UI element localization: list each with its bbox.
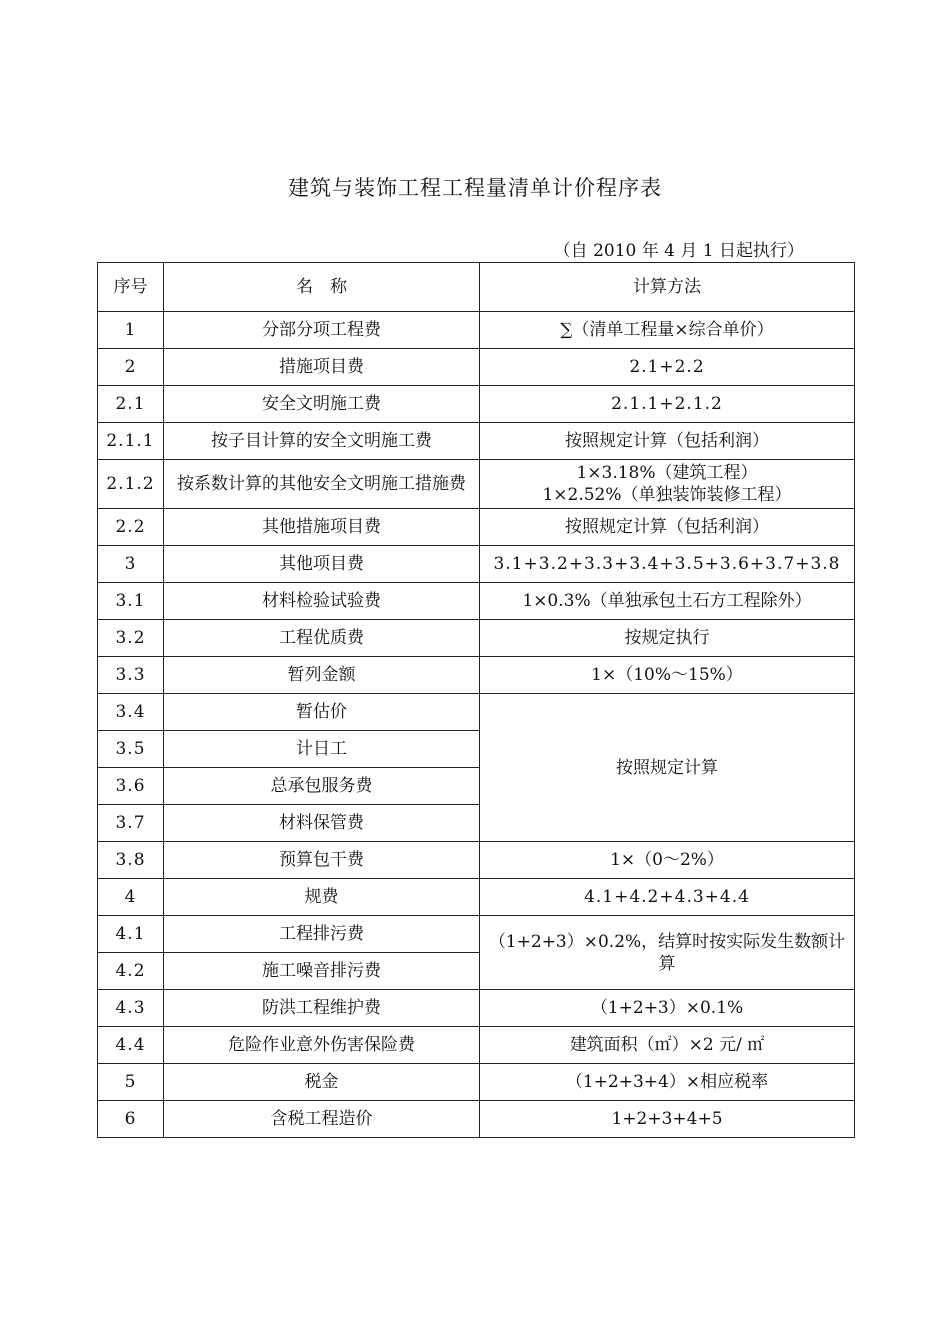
row-no: 4: [98, 879, 164, 916]
row-name: 暂估价: [164, 694, 480, 731]
table-row: [98, 1101, 855, 1138]
row-no: 3.2: [98, 620, 164, 657]
row-name: 工程排污费: [164, 916, 480, 953]
row-name: 措施项目费: [164, 349, 480, 386]
row-name: 防洪工程维护费: [164, 990, 480, 1027]
row-method: [480, 460, 855, 509]
table-row: [98, 460, 855, 509]
table-row: [98, 694, 855, 731]
row-name: 安全文明施工费: [164, 386, 480, 423]
row-name: 工程优质费: [164, 620, 480, 657]
row-name: 总承包服务费: [164, 768, 480, 805]
row-method: ∑（清单工程量×综合单价）: [480, 312, 855, 349]
row-method: 3.1+3.2+3.3+3.4+3.5+3.6+3.7+3.8: [480, 546, 855, 583]
row-method: 按照规定计算: [480, 694, 855, 842]
table-row: [98, 386, 855, 423]
row-method: 2.1+2.2: [480, 349, 855, 386]
effective-date-note: （自 2010 年 4 月 1 日起执行）: [553, 241, 804, 261]
row-name: 危险作业意外伤害保险费: [164, 1027, 480, 1064]
row-method-line: 1×3.18%（建筑工程）: [576, 463, 758, 483]
row-method: 建筑面积（㎡）×2 元/ ㎡: [480, 1027, 855, 1064]
row-no: 4.2: [98, 953, 164, 990]
row-name: 施工噪音排污费: [164, 953, 480, 990]
row-name: 暂列金额: [164, 657, 480, 694]
table-row: [98, 657, 855, 694]
row-name: 按子目计算的安全文明施工费: [164, 423, 480, 460]
row-name: 预算包干费: [164, 842, 480, 879]
row-method: （1+2+3）×0.1%: [480, 990, 855, 1027]
row-method: 按照规定计算（包括利润）: [480, 423, 855, 460]
row-name: 材料检验试验费: [164, 583, 480, 620]
row-no: 3.8: [98, 842, 164, 879]
row-no: 2.1: [98, 386, 164, 423]
row-no: 3.3: [98, 657, 164, 694]
row-name: 含税工程造价: [164, 1101, 480, 1138]
row-no: 4.1: [98, 916, 164, 953]
document-title: 建筑与装饰工程工程量清单计价程序表: [288, 176, 662, 200]
row-no: 3.6: [98, 768, 164, 805]
table-row: [98, 546, 855, 583]
row-no: 1: [98, 312, 164, 349]
row-no: 2.1.1: [98, 423, 164, 460]
row-method: 1+2+3+4+5: [480, 1101, 855, 1138]
row-method-line: 1×2.52%（单独装饰装修工程）: [542, 485, 792, 505]
table-row: [98, 620, 855, 657]
table-row: [98, 349, 855, 386]
row-name: 税金: [164, 1064, 480, 1101]
row-no: 3.1: [98, 583, 164, 620]
row-method: 1×（0～2%）: [480, 842, 855, 879]
row-method: 1×0.3%（单独承包土石方工程除外）: [480, 583, 855, 620]
row-name: 其他项目费: [164, 546, 480, 583]
table-row: [98, 1064, 855, 1101]
table-row: [98, 583, 855, 620]
row-name: 按系数计算的其他安全文明施工措施费: [164, 460, 480, 509]
row-no: 2: [98, 349, 164, 386]
row-name: 分部分项工程费: [164, 312, 480, 349]
table-row: [98, 916, 855, 953]
header-seq: 序号: [98, 263, 164, 312]
header-name: 名 称: [164, 263, 480, 312]
row-method: （1+2+3）×0.2%，结算时按实际发生数额计算: [480, 916, 855, 990]
header-method: 计算方法: [480, 263, 855, 312]
row-name: 规费: [164, 879, 480, 916]
row-method: （1+2+3+4）×相应税率: [480, 1064, 855, 1101]
table-row: [98, 879, 855, 916]
row-no: 3: [98, 546, 164, 583]
row-no: 3.5: [98, 731, 164, 768]
table-row: [98, 312, 855, 349]
table-row: [98, 842, 855, 879]
row-no: 4.4: [98, 1027, 164, 1064]
row-method: 按照规定计算（包括利润）: [480, 509, 855, 546]
table-row: [98, 423, 855, 460]
row-no: 2.1.2: [98, 460, 164, 509]
row-name: 其他措施项目费: [164, 509, 480, 546]
table-header-row: [98, 263, 855, 312]
row-no: 5: [98, 1064, 164, 1101]
row-no: 6: [98, 1101, 164, 1138]
pricing-procedure-table: [97, 262, 855, 1138]
row-method: 1×（10%～15%）: [480, 657, 855, 694]
table-row: [98, 990, 855, 1027]
table-row: [98, 1027, 855, 1064]
row-no: 2.2: [98, 509, 164, 546]
row-name: 计日工: [164, 731, 480, 768]
row-method: 2.1.1+2.1.2: [480, 386, 855, 423]
row-method: 4.1+4.2+4.3+4.4: [480, 879, 855, 916]
table-row: [98, 509, 855, 546]
row-no: 3.4: [98, 694, 164, 731]
row-no: 3.7: [98, 805, 164, 842]
row-method: 按规定执行: [480, 620, 855, 657]
row-name: 材料保管费: [164, 805, 480, 842]
row-no: 4.3: [98, 990, 164, 1027]
